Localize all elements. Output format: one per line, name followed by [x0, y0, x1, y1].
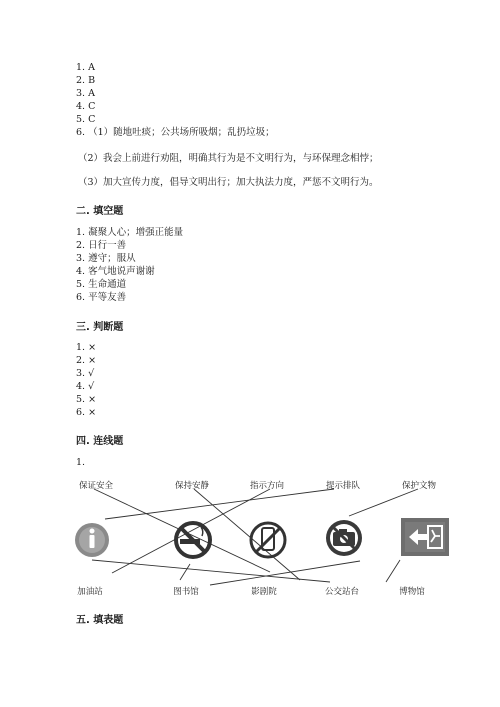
match-line-gas	[92, 560, 330, 582]
choice-answer-2: 2. B	[76, 75, 96, 86]
top-label-protect: 保护文物	[401, 481, 437, 491]
bottom-label-theater: 影剧院	[251, 587, 277, 597]
choice-answer-3: 3. A	[76, 88, 95, 99]
match-line-queue	[105, 489, 334, 519]
section-title-table: 五. 填表题	[76, 615, 124, 626]
judge-answer-1: 1. ×	[76, 342, 97, 353]
bottom-label-gas-station: 加油站	[77, 587, 103, 597]
exit-icon	[401, 518, 449, 556]
q6-answer-1: 6. （1）随地吐痰；公共场所吸烟；乱扔垃圾；	[76, 127, 275, 138]
top-label-quiet: 保持安静	[174, 481, 210, 491]
q6-answer-3: （3）加大宣传力度，倡导文明出行；加大执法力度，严惩不文明行为。	[78, 177, 379, 188]
judge-answer-4: 4. √	[76, 381, 95, 392]
judge-answer-2: 2. ×	[76, 355, 97, 366]
fill-answer-1: 1. 凝聚人心；增强正能量	[76, 227, 184, 238]
matching-question-number: 1.	[76, 457, 86, 468]
bottom-label-bus-stop: 公交站台	[324, 587, 360, 597]
matching-lines	[92, 489, 418, 585]
fill-answer-5: 5. 生命通道	[76, 279, 127, 290]
section-title-fill-blank: 二. 填空题	[76, 206, 124, 217]
judge-answer-6: 6. ×	[76, 407, 97, 418]
q6-answer-2: （2）我会上前进行劝阻，明确其行为是不文明行为，与环保理念相悖；	[78, 153, 379, 164]
choice-answer-4: 4. C	[76, 101, 96, 112]
choice-answer-5: 5. C	[76, 114, 96, 125]
no-phone-icon	[251, 523, 285, 557]
section-title-matching: 四. 连线题	[76, 436, 124, 447]
bottom-label-museum: 博物馆	[399, 587, 425, 597]
match-line-protect	[349, 489, 418, 516]
judge-answer-5: 5. ×	[76, 394, 97, 405]
match-line-museum	[386, 560, 400, 582]
section-title-judgement: 三. 判断题	[76, 322, 124, 333]
top-label-safety: 保证安全	[78, 481, 114, 491]
top-label-queue: 提示排队	[325, 481, 361, 491]
fill-answer-2: 2. 日行一善	[76, 240, 127, 251]
fill-answer-3: 3. 遵守；服从	[76, 253, 136, 264]
fill-answer-4: 4. 客气地说声谢谢	[76, 266, 155, 277]
bottom-label-library: 图书馆	[173, 587, 199, 597]
info-icon	[75, 523, 109, 557]
judge-answer-3: 3. √	[76, 368, 95, 379]
match-line-library	[180, 564, 190, 580]
fill-answer-6: 6. 平等友善	[76, 292, 127, 303]
choice-answer-1: 1. A	[76, 62, 95, 73]
no-smoking-icon	[176, 523, 210, 557]
no-camera-icon	[326, 520, 362, 556]
top-label-direction: 指示方向	[249, 481, 285, 491]
